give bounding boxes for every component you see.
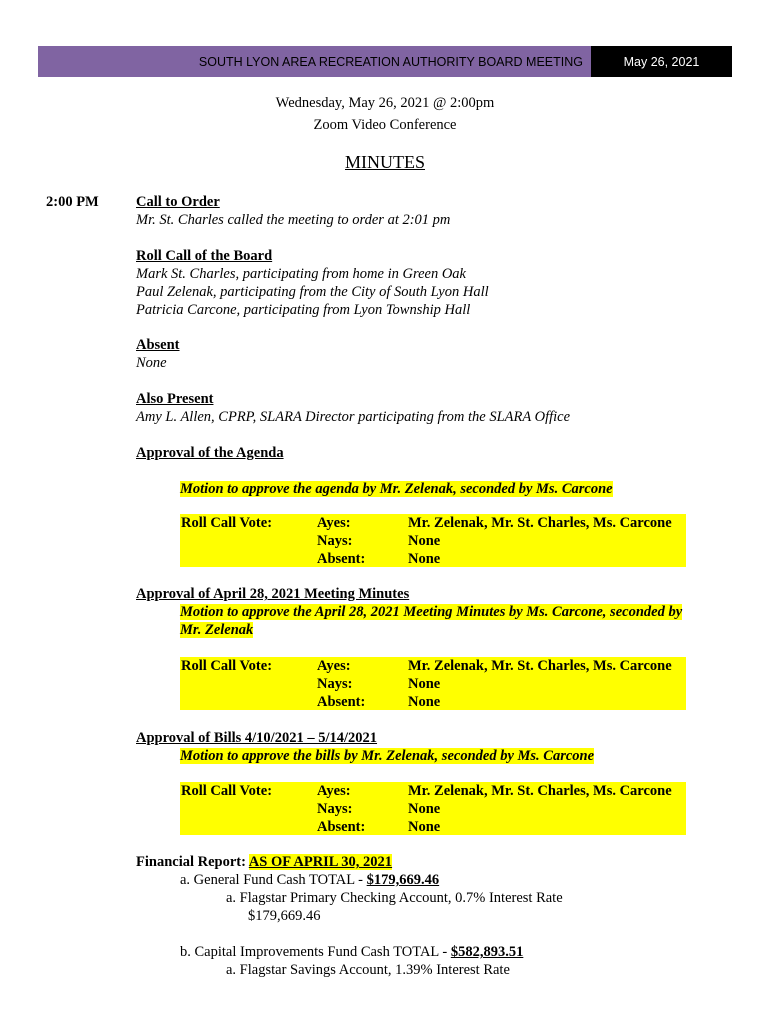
roll-call-vote-label: Roll Call Vote: [181, 658, 273, 674]
nays-label: Nays: [317, 676, 353, 692]
absent-label: Absent: [317, 819, 366, 835]
bills-motion: Motion to approve the bills by Mr. Zelenak, seconded by Ms. Carcone [180, 748, 595, 764]
general-fund-line [180, 871, 439, 889]
also-present-text: Amy L. Allen, CPRP, SLARA Director participating from the SLARA Office [136, 409, 571, 425]
nays-label: Nays: [317, 801, 353, 817]
nays-value: None [408, 801, 441, 817]
header-bar [38, 46, 591, 77]
call-to-order-text: Mr. St. Charles called the meeting to order at 2:01 pm [136, 212, 451, 228]
minutes-approval-heading: Approval of April 28, 2021 Meeting Minutes [136, 586, 410, 602]
capital-fund-line [180, 943, 523, 961]
bills-heading: Approval of Bills 4/10/2021 – 5/14/2021 [136, 730, 378, 746]
also-present-heading: Also Present [136, 391, 214, 407]
roll-call-vote-label: Roll Call Vote: [181, 783, 273, 799]
absent-text: None [136, 355, 167, 371]
roll-call-heading: Roll Call of the Board [136, 248, 273, 264]
minutes-motion-line2: Mr. Zelenak [180, 622, 254, 638]
header-title: SOUTH LYON AREA RECREATION AUTHORITY BOARD MEETING [198, 54, 583, 69]
roll-call-vote-label: Roll Call Vote: [181, 515, 273, 531]
absent-label: Absent: [317, 551, 366, 567]
capital-fund-label: b. Capital Improvements Fund Cash TOTAL - [180, 944, 451, 960]
minutes-motion-line1: Motion to approve the April 28, 2021 Meeting Minutes by Ms. Carcone, seconded by [180, 604, 683, 620]
absent-value: None [408, 551, 441, 567]
nays-value: None [408, 676, 441, 692]
roll-call-member: Paul Zelenak, participating from the City of South Lyon Hall [136, 284, 489, 300]
call-to-order-heading: Call to Order [136, 194, 220, 210]
ayes-label: Ayes: [317, 515, 351, 531]
financial-heading: Financial Report: [136, 854, 246, 870]
agenda-motion: Motion to approve the agenda by Mr. Zelenak, seconded by Ms. Carcone [180, 481, 613, 497]
financial-report-line [136, 853, 392, 871]
nays-value: None [408, 533, 441, 549]
agenda-heading: Approval of the Agenda [136, 445, 284, 461]
absent-heading: Absent [136, 337, 180, 353]
nays-label: Nays: [317, 533, 353, 549]
absent-label: Absent: [317, 694, 366, 710]
general-fund-sub: a. Flagstar Primary Checking Account, 0.7% Interest Rate [226, 890, 563, 906]
ayes-label: Ayes: [317, 658, 351, 674]
financial-as-of: AS OF APRIL 30, 2021 [248, 854, 393, 870]
general-fund-sub-amount: $179,669.46 [248, 908, 321, 924]
capital-fund-sub: a. Flagstar Savings Account, 1.39% Interest Rate [226, 962, 510, 978]
ayes-value: Mr. Zelenak, Mr. St. Charles, Ms. Carcone [408, 783, 672, 799]
page-title: MINUTES [345, 152, 425, 172]
ayes-value: Mr. Zelenak, Mr. St. Charles, Ms. Carcone [408, 515, 672, 531]
absent-value: None [408, 694, 441, 710]
time-label: 2:00 PM [46, 194, 99, 210]
meeting-venue: Zoom Video Conference [313, 117, 457, 133]
ayes-value: Mr. Zelenak, Mr. St. Charles, Ms. Carcone [408, 658, 672, 674]
ayes-label: Ayes: [317, 783, 351, 799]
roll-call-member: Mark St. Charles, participating from home in Green Oak [136, 266, 466, 282]
general-fund-total: $179,669.46 [366, 872, 440, 888]
general-fund-label: a. General Fund Cash TOTAL - [180, 872, 367, 888]
absent-value: None [408, 819, 441, 835]
roll-call-member: Patricia Carcone, participating from Lyon Township Hall [136, 302, 471, 318]
header-date: May 26, 2021 [591, 46, 732, 77]
meeting-datetime: Wednesday, May 26, 2021 @ 2:00pm [275, 95, 495, 111]
capital-fund-total: $582,893.51 [450, 944, 524, 960]
